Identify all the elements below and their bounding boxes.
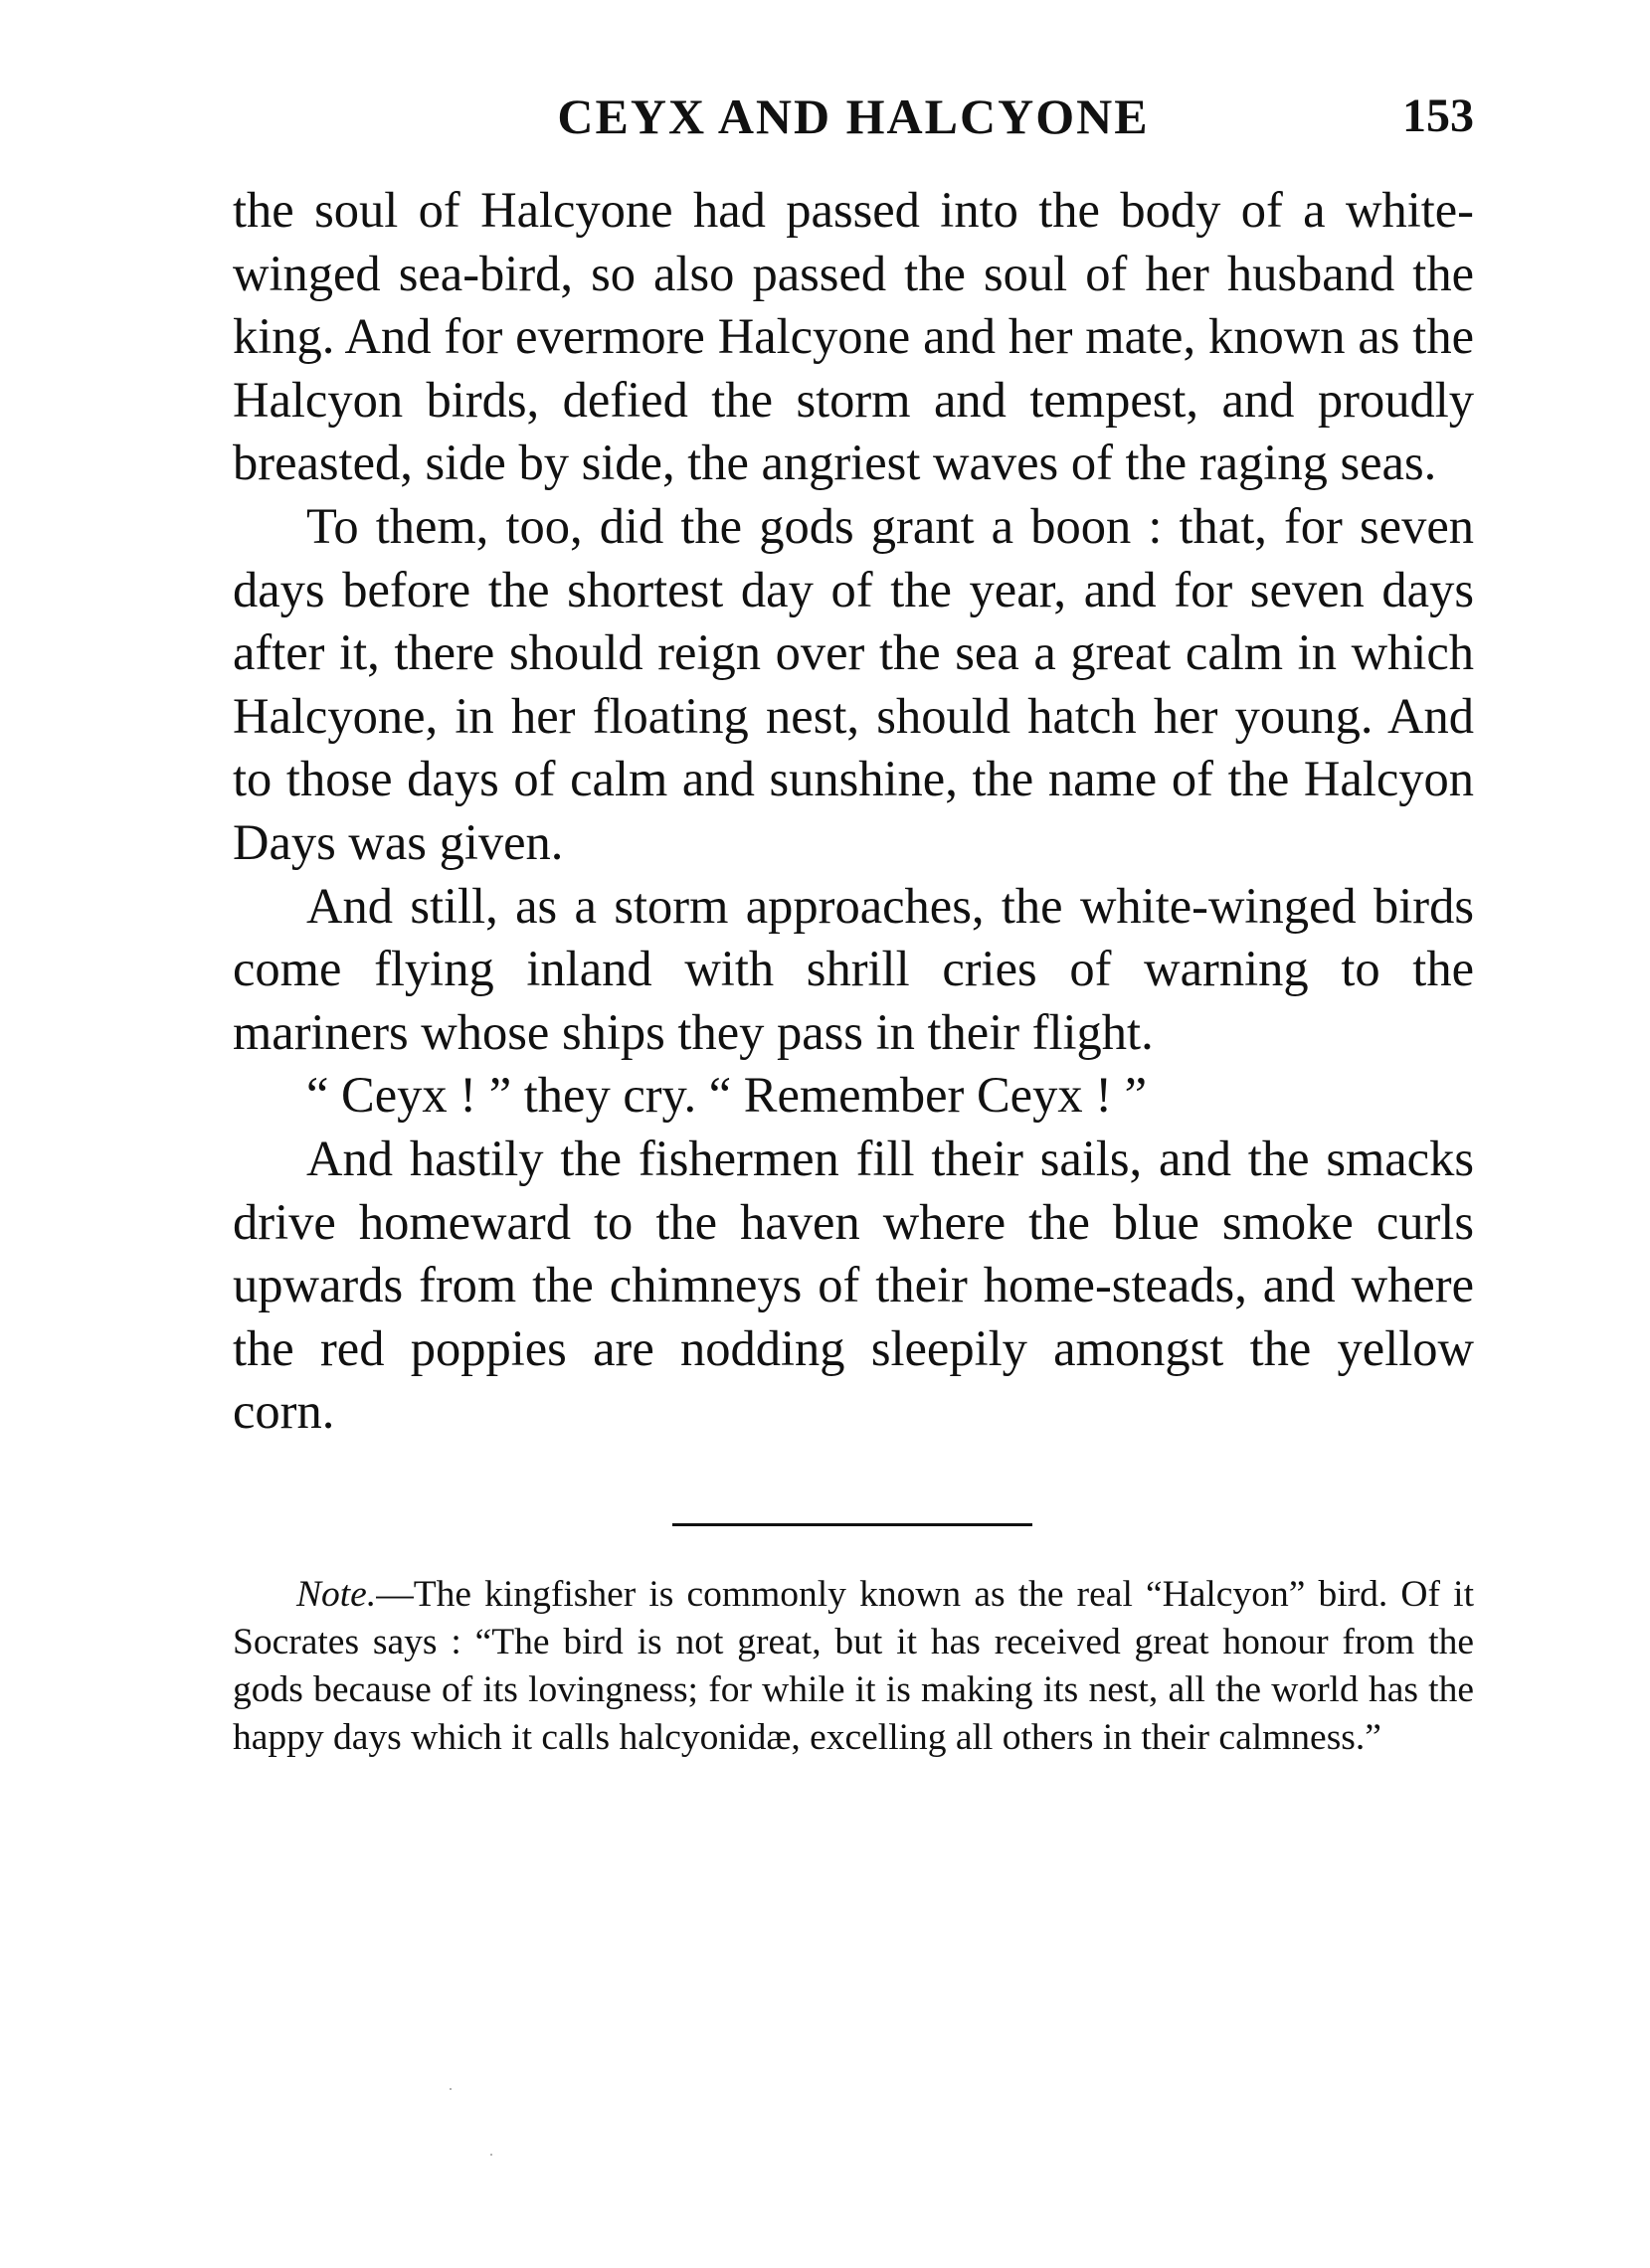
footnote-text: —The kingfisher is commonly known as the real “Halcyon” bird. Of it Socrates says : “The bird is not great, but it has received great honour from the gods because of its lovingness; for while it is making its nest, all the world has the happy days which it calls halcyonidæ, excelling all others in their calmness.” xyxy=(233,1574,1474,1758)
paper-speck xyxy=(450,2088,452,2090)
running-head xyxy=(233,82,1474,151)
paragraph-continued: the soul of Halcyone had passed into the body of a white-winged sea-bird, so also passed the soul of her husband the king. And for evermore Halcyone and her mate, known as the Halcyon birds, defied the storm and tempest, and proudly breasted, side by side, the angriest waves of the raging seas. xyxy=(233,182,1474,491)
paragraph: And hastily the fishermen fill their sails, and the smacks drive homeward to the haven where the blue smoke curls upwards from the chimneys of their home-steads, and where the red poppies are nodding sleepily amongst the yellow corn. xyxy=(233,1130,1474,1440)
section-divider xyxy=(672,1523,1032,1526)
paragraph: To them, too, did the gods grant a boon : that, for seven days before the shortest day of the year, and for seven days after it, there should reign over the sea a great calm in which Halcyone, in her floating nest, should hatch her young. And to those days of calm and sunshine, the name of the Halcyon Days was given. xyxy=(233,497,1474,870)
footnote xyxy=(233,1571,1474,1762)
page-number: 153 xyxy=(1402,89,1474,142)
footnote-label: Note. xyxy=(296,1574,377,1615)
paragraph: “ Ceyx ! ” they cry. “ Remember Ceyx ! ” xyxy=(306,1067,1148,1124)
paper-speck xyxy=(490,2154,492,2156)
body-text xyxy=(233,179,1474,1444)
paragraph: And still, as a storm approaches, the white-winged birds come flying inland with shrill cries of warning to the mariners whose ships they pass in their flight. xyxy=(233,877,1474,1060)
running-title: CEYX AND HALCYONE xyxy=(557,88,1150,144)
